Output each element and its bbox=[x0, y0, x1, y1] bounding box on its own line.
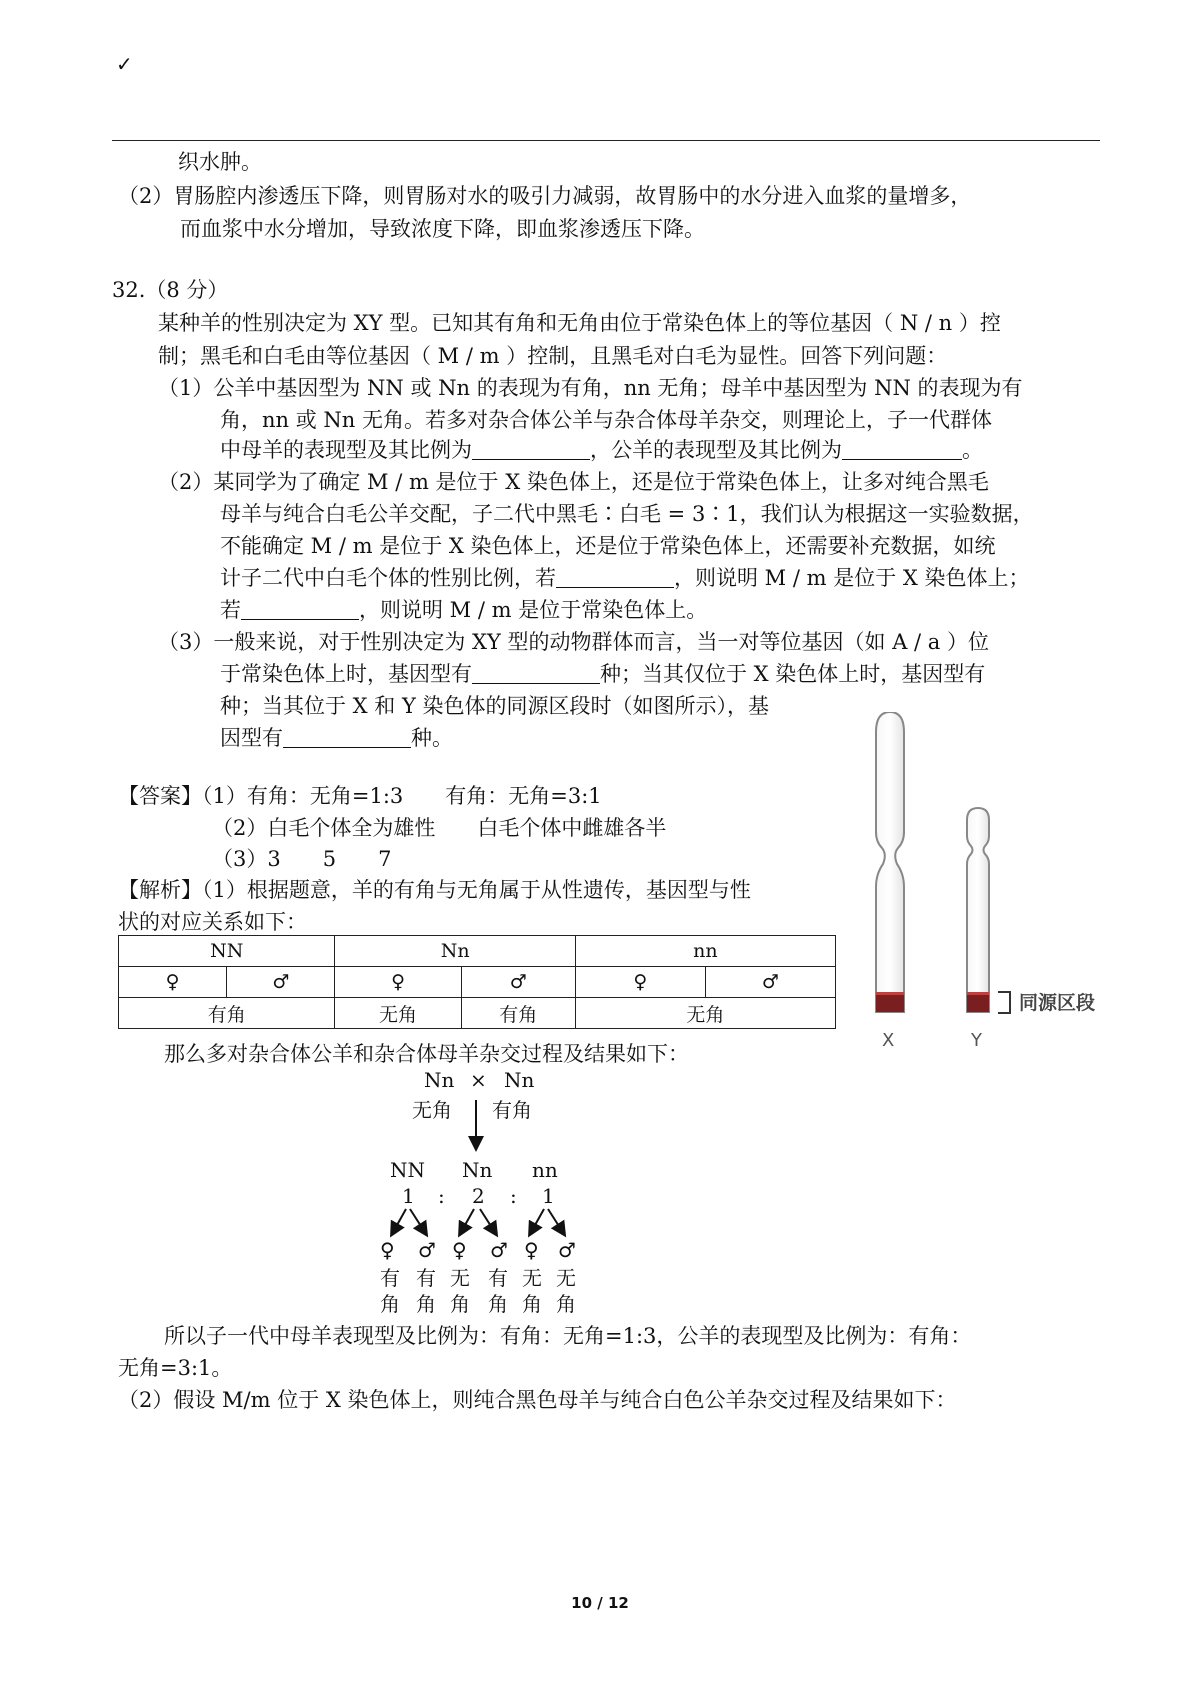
offspring-genotype: Nn bbox=[462, 1158, 493, 1182]
analysis-line-2: 状的对应关系如下： bbox=[118, 910, 307, 934]
offspring-phenotype-bottom: 角 bbox=[450, 1292, 470, 1316]
answer-blank bbox=[472, 438, 590, 460]
check-mark-icon: ✓ bbox=[116, 52, 133, 76]
table-cell: 有角 bbox=[119, 998, 335, 1029]
answer-line-1: 【答案】（1）有角：无角=1:3 有角：无角=3:1 bbox=[118, 784, 602, 808]
part2-line-2: 母羊与纯合白毛公羊交配，子二代中黑毛∶白毛 = 3∶1，我们认为根据这一实验数据， bbox=[220, 502, 1034, 526]
question-stem-2: 制；黑毛和白毛由等位基因（ M / m ）控制，且黑毛对白毛为显性。回答下列问题： bbox=[158, 344, 948, 368]
offspring-arrow bbox=[410, 1209, 426, 1234]
answer-blank bbox=[283, 726, 411, 748]
question-stem-1: 某种羊的性别决定为 XY 型。已知其有角和无角由位于常染色体上的等位基因（ N / n ）控 bbox=[158, 311, 1001, 335]
offspring-phenotype-bottom: 角 bbox=[522, 1292, 542, 1316]
table-cell: ♂ bbox=[227, 967, 335, 998]
offspring-phenotype-top: 有 bbox=[488, 1266, 508, 1290]
analysis-heading: 【解析】 bbox=[118, 878, 202, 902]
analysis-line-1: 【解析】（1）根据题意，羊的有角与无角属于从性遗传，基因型与性 bbox=[118, 878, 751, 902]
offspring-genotype: NN bbox=[390, 1158, 425, 1182]
answer-line-2: （2）白毛个体全为雄性 白毛个体中雌雄各半 bbox=[212, 816, 667, 840]
answer-blank bbox=[842, 438, 962, 460]
table-cell: nn bbox=[575, 936, 835, 967]
offspring-phenotype-top: 无 bbox=[556, 1266, 576, 1290]
answer-blank bbox=[241, 598, 359, 620]
offspring-arrow bbox=[548, 1209, 564, 1234]
offspring-genotype: nn bbox=[532, 1158, 558, 1182]
part2-analysis-line: （2）假设 M/m 位于 X 染色体上，则纯合黑色母羊与纯合白色公羊杂交过程及结果如下： bbox=[118, 1388, 957, 1412]
x-chromosome bbox=[876, 712, 904, 1012]
offspring-sex: ♂ bbox=[558, 1238, 576, 1262]
offspring-sex: ♂ bbox=[490, 1238, 508, 1262]
ratio-separator: : bbox=[438, 1184, 445, 1208]
table-row bbox=[119, 936, 836, 967]
offspring-phenotype-bottom: 角 bbox=[416, 1292, 436, 1316]
part1-line-1: （1）公羊中基因型为 NN 或 Nn 的表现为有角，nn 无角；母羊中基因型为 NN 的表现为有 bbox=[158, 376, 1023, 400]
offspring-arrow bbox=[460, 1209, 474, 1234]
answer-blank bbox=[556, 566, 674, 588]
cross-diagram bbox=[380, 1068, 620, 1316]
ratio-value: 1 bbox=[542, 1184, 555, 1208]
offspring-arrow bbox=[530, 1209, 544, 1234]
part1-line-2: 角，nn 或 Nn 无角。若多对杂合体公羊与杂合体母羊杂交，则理论上，子一代群体 bbox=[220, 408, 992, 432]
answer-blank bbox=[472, 662, 600, 684]
cross-intro: 那么多对杂合体公羊和杂合体母羊杂交过程及结果如下： bbox=[164, 1042, 689, 1066]
answer-heading: 【答案】 bbox=[118, 784, 202, 808]
offspring-arrow bbox=[392, 1209, 406, 1234]
offspring-sex: ♀ bbox=[452, 1238, 467, 1262]
part2-line-1: （2）某同学为了确定 M / m 是位于 X 染色体上，还是位于常染色体上，让多对纯合黑毛 bbox=[158, 470, 989, 494]
table-cell: 无角 bbox=[575, 998, 835, 1029]
homologous-region-label: 同源区段 bbox=[1019, 992, 1096, 1014]
part3-line-3: 种；当其位于 X 和 Y 染色体的同源区段时（如图所示），基 bbox=[220, 694, 770, 718]
conclusion-line-1: 所以子一代中母羊表现型及比例为：有角：无角=1:3，公羊的表现型及比例为：有角： bbox=[164, 1324, 972, 1348]
table-cell: ♀ bbox=[335, 967, 461, 998]
question-number: 32.（8 分） bbox=[112, 278, 229, 302]
offspring-phenotype-top: 无 bbox=[450, 1266, 470, 1290]
part3-line-2: 于常染色体上时，基因型有 种；当其仅位于 X 染色体上时，基因型有 bbox=[220, 662, 986, 686]
parent-left-phenotype: 无角 bbox=[412, 1098, 452, 1122]
offspring-phenotype-bottom: 角 bbox=[488, 1292, 508, 1316]
continuation-line-3: 而血浆中水分增加，导致浓度下降，即血浆渗透压下降。 bbox=[180, 217, 705, 241]
offspring-sex: ♀ bbox=[524, 1238, 539, 1262]
table-cell: NN bbox=[119, 936, 335, 967]
offspring-phenotype-top: 有 bbox=[416, 1266, 436, 1290]
part2-line-5: 若 ，则说明 M / m 是位于常染色体上。 bbox=[220, 598, 708, 622]
part3-line-4: 因型有 种。 bbox=[220, 726, 453, 750]
offspring-sex: ♂ bbox=[418, 1238, 436, 1262]
y-homologous-region bbox=[967, 994, 989, 1012]
continuation-line-2: （2）胃肠腔内渗透压下降，则胃肠对水的吸引力减弱，故胃肠中的水分进入血浆的量增多， bbox=[118, 184, 972, 208]
table-cell: ♀ bbox=[575, 967, 705, 998]
ratio-value: 2 bbox=[472, 1184, 485, 1208]
table-cell: ♂ bbox=[461, 967, 575, 998]
cross-symbol: × bbox=[470, 1068, 487, 1092]
table-cell: ♂ bbox=[705, 967, 835, 998]
offspring-arrow bbox=[480, 1209, 496, 1234]
parent-left-genotype: Nn bbox=[424, 1068, 455, 1092]
offspring-phenotype-top: 无 bbox=[522, 1266, 542, 1290]
y-chromosome bbox=[967, 808, 989, 1012]
conclusion-line-2: 无角=3:1。 bbox=[118, 1356, 233, 1380]
part3-line-1: （3）一般来说，对于性别决定为 XY 型的动物群体而言，当一对等位基因（如 A / a ）位 bbox=[158, 630, 989, 654]
ratio-separator: : bbox=[510, 1184, 517, 1208]
region-bracket bbox=[998, 992, 1010, 1013]
offspring-phenotype-bottom: 角 bbox=[380, 1292, 400, 1316]
genotype-phenotype-table bbox=[118, 935, 836, 1029]
parent-right-phenotype: 有角 bbox=[492, 1098, 532, 1122]
x-label: X bbox=[882, 1030, 895, 1051]
table-cell: ♀ bbox=[119, 967, 227, 998]
x-homologous-region bbox=[876, 994, 904, 1012]
continuation-line-1: 织水肿。 bbox=[178, 150, 262, 174]
offspring-phenotype-bottom: 角 bbox=[556, 1292, 576, 1316]
part2-line-3: 不能确定 M / m 是位于 X 染色体上，还是位于常染色体上，还需要补充数据，如统 bbox=[220, 534, 996, 558]
offspring-phenotype-top: 有 bbox=[380, 1266, 400, 1290]
page-number: 10 / 12 bbox=[571, 1594, 629, 1612]
part1-line-3: 中母羊的表现型及其比例为 ，公羊的表现型及其比例为 。 bbox=[220, 438, 983, 462]
offspring-sex: ♀ bbox=[380, 1238, 395, 1262]
table-row bbox=[119, 998, 836, 1029]
parent-right-genotype: Nn bbox=[504, 1068, 535, 1092]
header-rule bbox=[112, 140, 1100, 141]
part2-line-4: 计子二代中白毛个体的性别比例，若 ，则说明 M / m 是位于 X 染色体上； bbox=[220, 566, 1030, 590]
y-label: Y bbox=[971, 1030, 982, 1051]
answer-line-3: （3）3 5 7 bbox=[212, 847, 392, 871]
ratio-value: 1 bbox=[402, 1184, 415, 1208]
chromosome-figure bbox=[860, 712, 1120, 1067]
table-cell: Nn bbox=[335, 936, 575, 967]
table-cell: 无角 bbox=[335, 998, 461, 1029]
table-row bbox=[119, 967, 836, 998]
table-cell: 有角 bbox=[461, 998, 575, 1029]
